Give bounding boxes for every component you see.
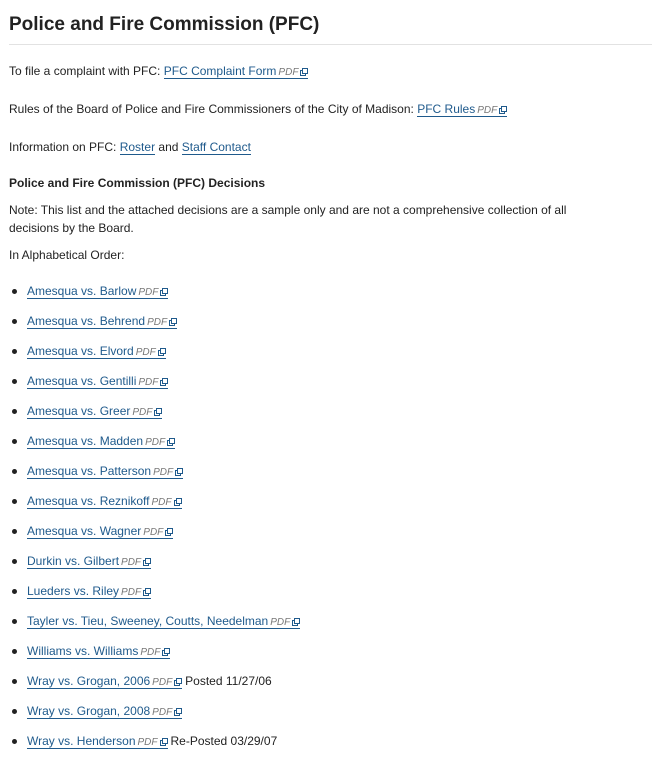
decision-list-item xyxy=(9,492,652,510)
bullet-icon xyxy=(12,649,17,654)
decisions-heading: Police and Fire Commission (PFC) Decisions xyxy=(9,176,266,190)
decision-link[interactable] xyxy=(27,404,162,419)
bullet-icon xyxy=(12,739,17,744)
info-text: Information on PFC: xyxy=(9,140,120,154)
decision-list-item xyxy=(9,672,652,690)
pfc-rules-link[interactable] xyxy=(417,102,507,117)
decision-link[interactable] xyxy=(27,644,170,659)
decision-link[interactable] xyxy=(27,554,151,569)
decision-list-item xyxy=(9,552,652,570)
decision-label: Williams vs. Williams xyxy=(27,644,139,658)
decision-list-item xyxy=(9,342,652,360)
pdf-badge: PDF xyxy=(138,287,159,298)
decision-link[interactable] xyxy=(27,344,166,359)
decision-list-item xyxy=(9,702,652,720)
rules-text: Rules of the Board of Police and Fire Commissioners of the City of Madison: xyxy=(9,102,418,116)
decision-link[interactable] xyxy=(27,434,175,449)
decision-list-item xyxy=(9,312,652,330)
decision-link[interactable] xyxy=(27,314,177,329)
pdf-badge: PDF xyxy=(152,677,173,688)
bullet-icon xyxy=(12,529,17,534)
decision-label: Wray vs. Grogan, 2008 xyxy=(27,704,151,718)
external-link-icon xyxy=(165,528,173,536)
pdf-badge: PDF xyxy=(132,407,153,418)
decision-list-item xyxy=(9,612,652,630)
decision-posted-note: Posted 11/27/06 xyxy=(185,674,272,688)
pdf-badge: PDF xyxy=(143,527,164,538)
decision-list-item xyxy=(9,402,652,420)
pdf-badge: PDF xyxy=(140,647,161,658)
external-link-icon xyxy=(167,438,175,446)
complaint-text: To file a complaint with PFC: xyxy=(9,64,164,78)
decision-link[interactable] xyxy=(27,464,183,479)
decision-label: Amesqua vs. Patterson xyxy=(27,464,152,478)
pdf-badge: PDF xyxy=(152,707,173,718)
decisions-note: Note: This list and the attached decisions are a sample only and are not a comprehensive collection of all decisions by the Board. xyxy=(9,203,567,235)
decision-label: Lueders vs. Riley xyxy=(27,584,120,598)
external-link-icon xyxy=(143,558,151,566)
roster-link[interactable]: Roster xyxy=(119,140,156,154)
decision-link[interactable] xyxy=(27,494,182,509)
decision-label: Amesqua vs. Gentilli xyxy=(27,374,137,388)
external-link-icon xyxy=(174,498,182,506)
bullet-icon xyxy=(12,469,17,474)
decision-label: Durkin vs. Gilbert xyxy=(27,554,120,568)
decision-link[interactable] xyxy=(27,524,173,539)
external-link-icon xyxy=(143,588,151,596)
external-link-icon xyxy=(169,318,177,326)
decision-label: Amesqua vs. Reznikoff xyxy=(27,494,150,508)
decision-list-item xyxy=(9,432,652,450)
external-link-icon xyxy=(160,378,168,386)
decision-link[interactable] xyxy=(27,674,182,689)
external-link-icon xyxy=(162,648,170,656)
decision-link[interactable] xyxy=(27,704,182,719)
pdf-badge: PDF xyxy=(138,377,159,388)
bullet-icon xyxy=(12,349,17,354)
decisions-list xyxy=(9,282,652,750)
bullet-icon xyxy=(12,439,17,444)
bullet-icon xyxy=(12,379,17,384)
bullet-icon xyxy=(12,319,17,324)
bullet-icon xyxy=(12,589,17,594)
pdf-badge: PDF xyxy=(135,347,156,358)
bullet-icon xyxy=(12,709,17,714)
external-link-icon xyxy=(160,738,168,746)
complaint-paragraph xyxy=(9,62,652,82)
decision-posted-note: Re-Posted 03/29/07 xyxy=(170,734,278,748)
external-link-icon xyxy=(158,348,166,356)
external-link-icon xyxy=(174,678,182,686)
decision-list-item xyxy=(9,282,652,300)
decision-list-item xyxy=(9,522,652,540)
external-link-icon xyxy=(160,288,168,296)
decision-list-item xyxy=(9,582,652,600)
complaint-form-label: PFC Complaint Form xyxy=(163,64,277,78)
external-link-icon xyxy=(300,68,308,76)
decision-list-item xyxy=(9,642,652,660)
info-and-text: and xyxy=(155,140,182,154)
decision-link[interactable] xyxy=(27,584,151,599)
decision-label: Amesqua vs. Wagner xyxy=(27,524,142,538)
complaint-form-link[interactable] xyxy=(164,64,309,79)
staff-contact-link[interactable]: Staff Contact xyxy=(181,140,251,154)
decision-label: Wray vs. Henderson xyxy=(27,734,136,748)
pdf-badge: PDF xyxy=(145,437,166,448)
bullet-icon xyxy=(12,559,17,564)
bullet-icon xyxy=(12,619,17,624)
bullet-icon xyxy=(12,409,17,414)
external-link-icon xyxy=(292,618,300,626)
decision-link[interactable] xyxy=(27,614,300,629)
pdf-badge: PDF xyxy=(151,497,172,508)
pdf-badge: PDF xyxy=(121,587,142,598)
decision-link[interactable] xyxy=(27,374,168,389)
pfc-rules-label: PFC Rules xyxy=(417,102,476,116)
pdf-badge: PDF xyxy=(153,467,174,478)
decision-link[interactable] xyxy=(27,734,168,749)
decision-label: Amesqua vs. Madden xyxy=(27,434,144,448)
pdf-badge: PDF xyxy=(137,737,158,748)
title-divider xyxy=(9,44,652,45)
decision-list-item xyxy=(9,462,652,480)
external-link-icon xyxy=(154,408,162,416)
pdf-badge: PDF xyxy=(477,105,498,116)
decision-link[interactable] xyxy=(27,284,168,299)
decision-label: Wray vs. Grogan, 2006 xyxy=(27,674,151,688)
bullet-icon xyxy=(12,499,17,504)
decision-label: Amesqua vs. Elvord xyxy=(27,344,134,358)
pdf-badge: PDF xyxy=(270,617,291,628)
external-link-icon xyxy=(174,708,182,716)
decision-label: Amesqua vs. Greer xyxy=(27,404,131,418)
page-title: Police and Fire Commission (PFC) xyxy=(9,14,320,35)
pdf-badge: PDF xyxy=(121,557,142,568)
info-paragraph xyxy=(9,138,652,156)
decision-list-item xyxy=(9,732,652,750)
pdf-badge: PDF xyxy=(278,67,299,78)
decision-label: Tayler vs. Tieu, Sweeney, Coutts, Needelman xyxy=(27,614,269,628)
external-link-icon xyxy=(499,106,507,114)
decision-list-item xyxy=(9,372,652,390)
pdf-badge: PDF xyxy=(147,317,168,328)
bullet-icon xyxy=(12,289,17,294)
decision-label: Amesqua vs. Barlow xyxy=(27,284,137,298)
external-link-icon xyxy=(175,468,183,476)
rules-paragraph xyxy=(9,100,652,120)
decision-label: Amesqua vs. Behrend xyxy=(27,314,146,328)
order-label: In Alphabetical Order: xyxy=(9,248,125,262)
bullet-icon xyxy=(12,679,17,684)
